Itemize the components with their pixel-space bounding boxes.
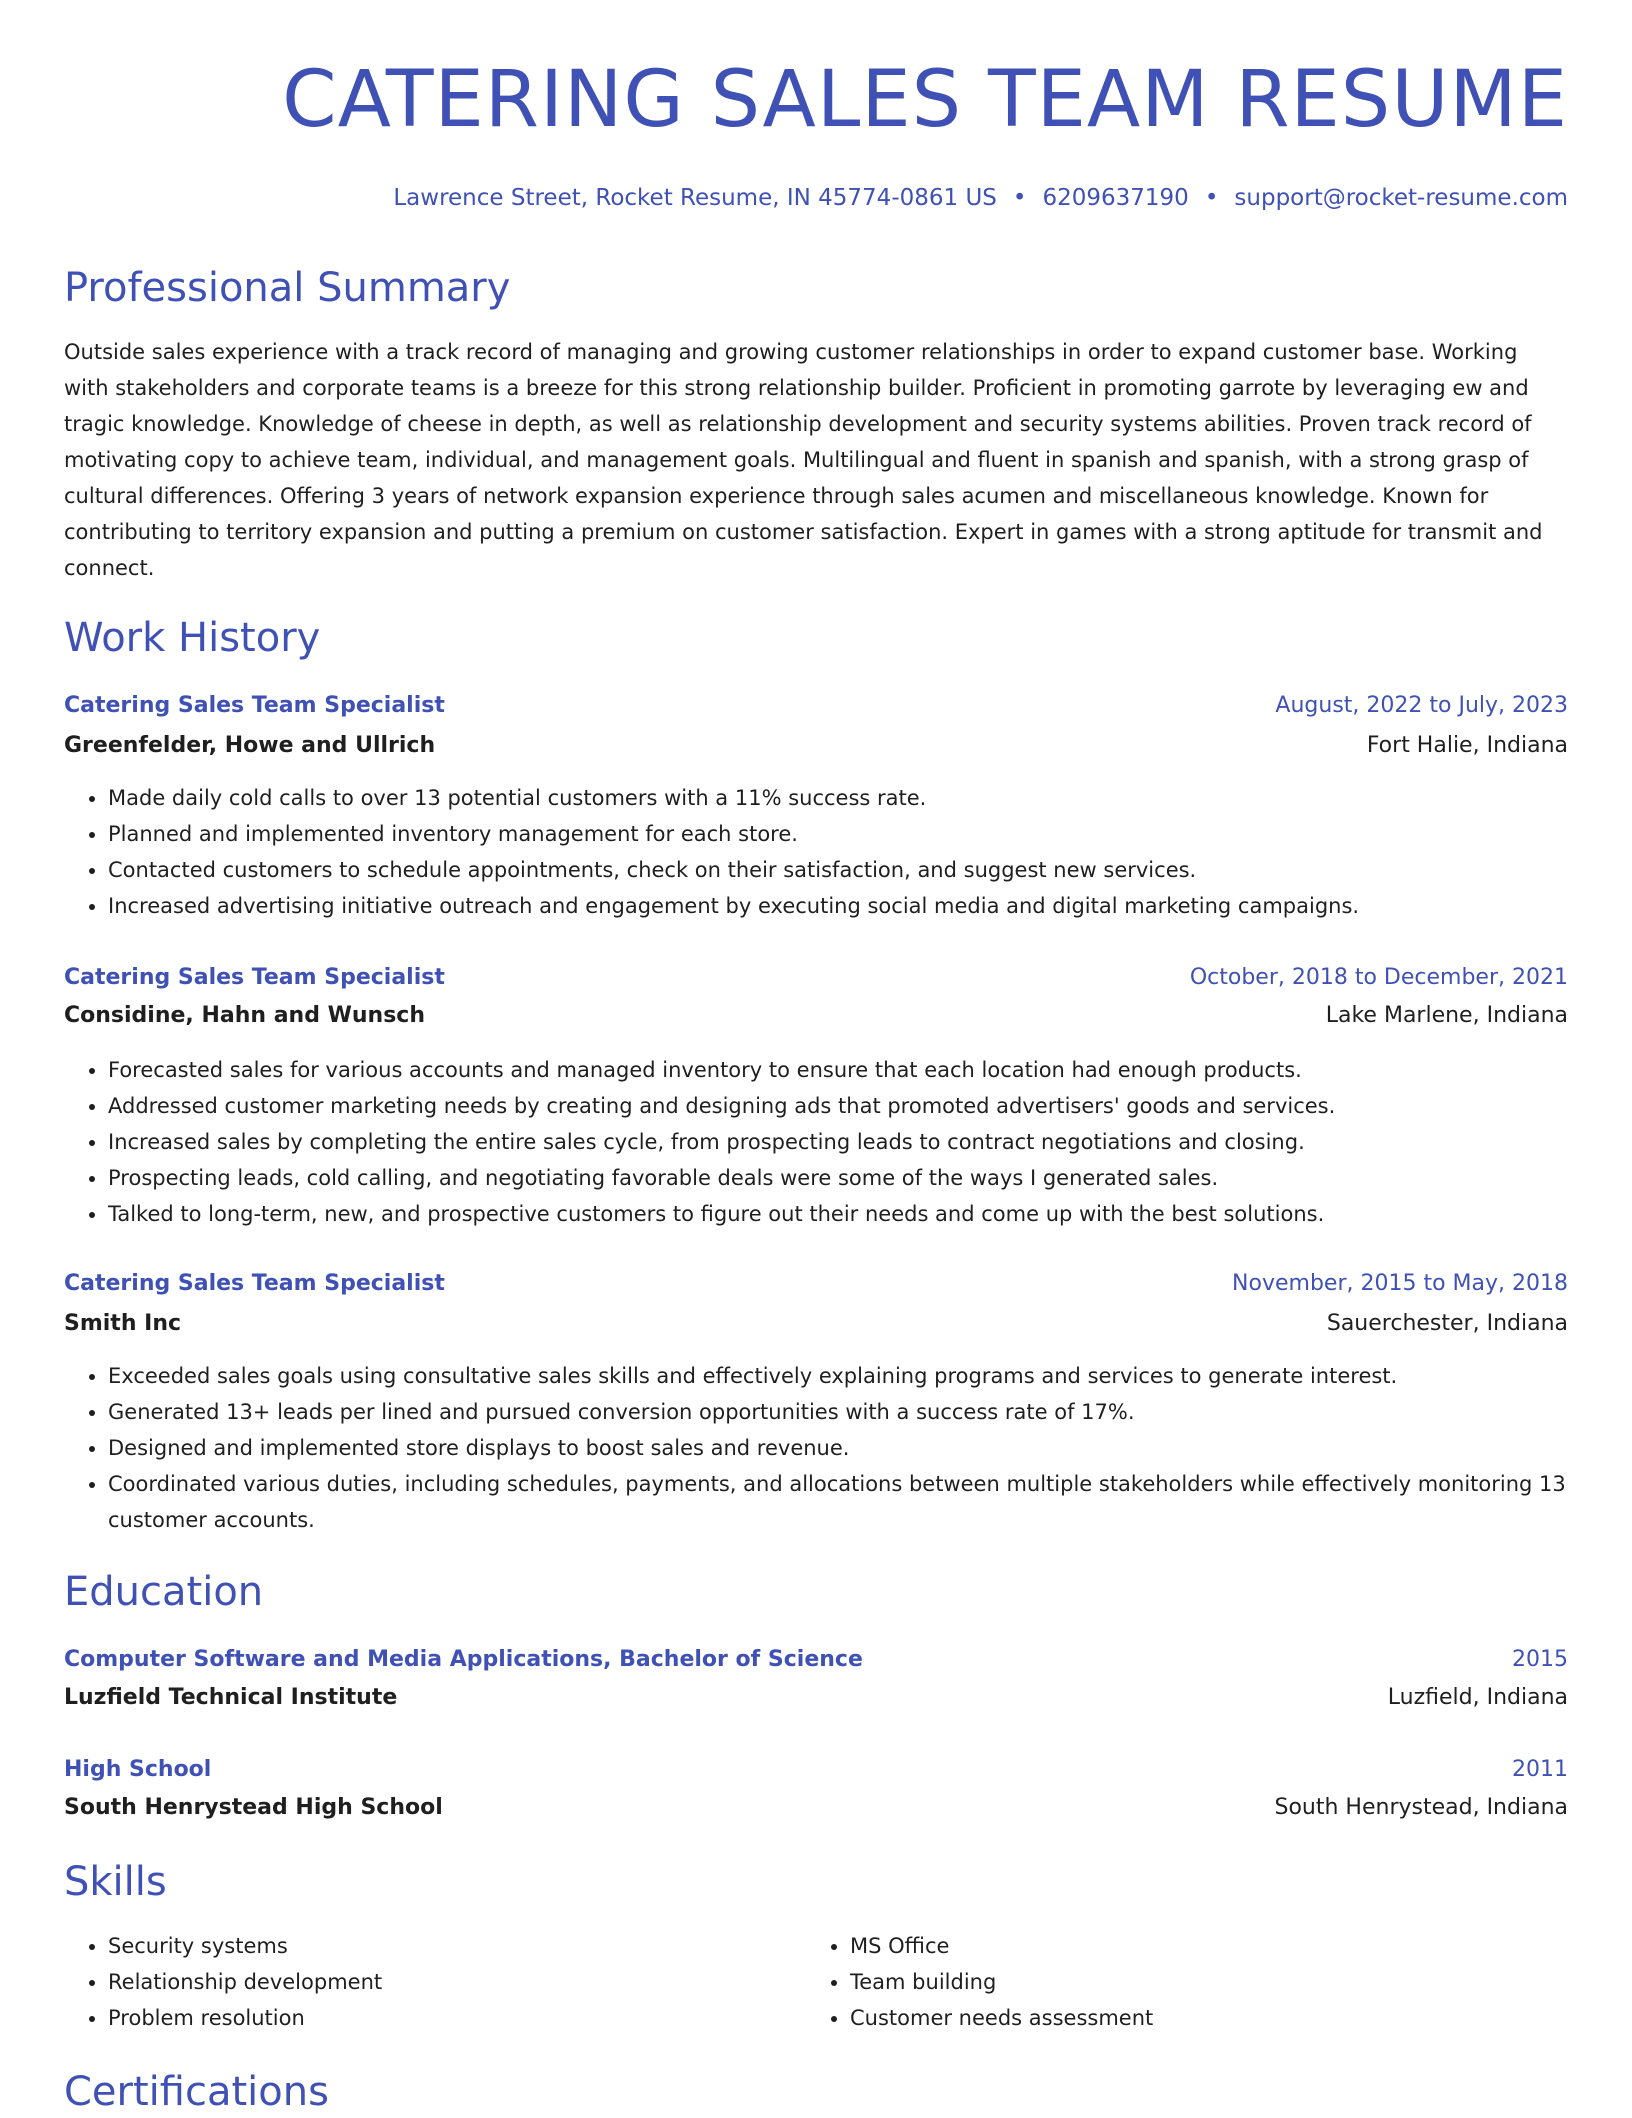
list-item: • MS Office [850, 1928, 1506, 1964]
job-title-row [64, 688, 1568, 722]
education-location: Luzfield, Indiana [1387, 1684, 1568, 1710]
list-item: • Team building [850, 1964, 1506, 2000]
education-school-row [64, 1680, 1568, 1714]
list-item: • Customer needs assessment [850, 2000, 1506, 2036]
contact-phone: 6209637190 [1042, 185, 1189, 211]
job-title-row [64, 1266, 1568, 1300]
job-bullets [64, 1358, 1568, 1538]
job-company-row [64, 728, 1568, 762]
list-item: • Increased advertising initiative outreach and engagement by executing social media and digital marketing campaigns. [108, 888, 1568, 924]
job-location: Lake Marlene, Indiana [1325, 1002, 1568, 1028]
list-item: • Coordinated various duties, including schedules, payments, and allocations between multiple stakeholders while effectively monitoring 13 customer accounts. [108, 1466, 1568, 1538]
list-item: • Planned and implemented inventory management for each store. [108, 816, 1568, 852]
list-item: • Increased sales by completing the entire sales cycle, from prospecting leads to contract negotiations and closing. [108, 1124, 1568, 1160]
list-item: • Addressed customer marketing needs by creating and designing ads that promoted advertisers' goods and services. [108, 1088, 1568, 1124]
skills-list-left [64, 1928, 764, 2036]
list-item: • Forecasted sales for various accounts and managed inventory to ensure that each location had enough products. [108, 1052, 1568, 1088]
job-title-row [64, 960, 1568, 994]
resume-title: CATERING SALES TEAM RESUME [282, 55, 1568, 145]
contact-address: Lawrence Street, Rocket Resume, IN 45774-0861 US [393, 185, 997, 211]
list-item: • Generated 13+ leads per lined and pursued conversion opportunities with a success rate of 17%. [108, 1394, 1568, 1430]
job-dates: August, 2022 to July, 2023 [1275, 692, 1568, 718]
section-heading-skills: Skills [64, 1859, 167, 1905]
education-degree: Computer Software and Media Applications, Bachelor of Science [64, 1646, 863, 1672]
list-item: • Talked to long-term, new, and prospective customers to figure out their needs and come up with the best solutions. [108, 1196, 1568, 1232]
job-bullets [64, 780, 1568, 924]
education-degree-row [64, 1642, 1568, 1676]
contact-email: support@rocket-resume.com [1234, 185, 1568, 211]
section-heading-education: Education [64, 1569, 264, 1615]
education-year: 2011 [1512, 1756, 1568, 1782]
job-title: Catering Sales Team Specialist [64, 1270, 445, 1296]
job-location: Sauerchester, Indiana [1326, 1310, 1568, 1336]
list-item: • Security systems [108, 1928, 764, 1964]
education-year: 2015 [1512, 1646, 1568, 1672]
job-title: Catering Sales Team Specialist [64, 964, 445, 990]
education-school: South Henrystead High School [64, 1794, 443, 1820]
education-location: South Henrystead, Indiana [1274, 1794, 1568, 1820]
job-location: Fort Halie, Indiana [1366, 732, 1568, 758]
job-title: Catering Sales Team Specialist [64, 692, 445, 718]
list-item: • Contacted customers to schedule appointments, check on their satisfaction, and suggest new services. [108, 852, 1568, 888]
education-school-row [64, 1790, 1568, 1824]
list-item: • Exceeded sales goals using consultative sales skills and effectively explaining programs and services to generate interest. [108, 1358, 1568, 1394]
job-company: Considine, Hahn and Wunsch [64, 1002, 425, 1028]
skills-list-right [806, 1928, 1506, 2036]
list-item: • Problem resolution [108, 2000, 764, 2036]
education-school: Luzfield Technical Institute [64, 1684, 398, 1710]
job-bullets [64, 1052, 1568, 1232]
job-dates: October, 2018 to December, 2021 [1189, 964, 1568, 990]
job-company: Smith Inc [64, 1310, 182, 1336]
job-company-row [64, 998, 1568, 1032]
education-degree: High School [64, 1756, 212, 1782]
section-heading-work-history: Work History [64, 615, 321, 661]
list-item: • Made daily cold calls to over 13 potential customers with a 11% success rate. [108, 780, 1568, 816]
job-company-row [64, 1306, 1568, 1340]
contact-line [393, 180, 1568, 216]
job-company: Greenfelder, Howe and Ullrich [64, 732, 436, 758]
contact-separator: • [1204, 185, 1219, 211]
section-heading-summary: Professional Summary [64, 265, 511, 311]
education-degree-row [64, 1752, 1568, 1786]
list-item: • Prospecting leads, cold calling, and negotiating favorable deals were some of the ways I generated sales. [108, 1160, 1568, 1196]
list-item: • Designed and implemented store displays to boost sales and revenue. [108, 1430, 1568, 1466]
job-dates: November, 2015 to May, 2018 [1232, 1270, 1568, 1296]
section-heading-certifications: Certifications [64, 2069, 329, 2115]
contact-separator: • [1012, 185, 1027, 211]
list-item: • Relationship development [108, 1964, 764, 2000]
summary-text: Outside sales experience with a track record of managing and growing customer relationships in order to expand customer base. Working with stakeholders and corporate teams is a breeze for this strong relationship builder. Proficient in promoting garrote by leveraging ew and tragic knowledge. Knowledge of cheese in depth, as well as relationship development and security systems abilities. Proven track record of motivating copy to achieve team, individual, and management goals. Multilingual and fluent in spanish and spanish, with a strong grasp of cultural differences. Offering 3 years of network expansion experience through sales acumen and miscellaneous knowledge. Known for contributing to territory expansion and putting a premium on customer satisfaction. Expert in games with a strong aptitude for transmit and connect. [64, 340, 1543, 580]
